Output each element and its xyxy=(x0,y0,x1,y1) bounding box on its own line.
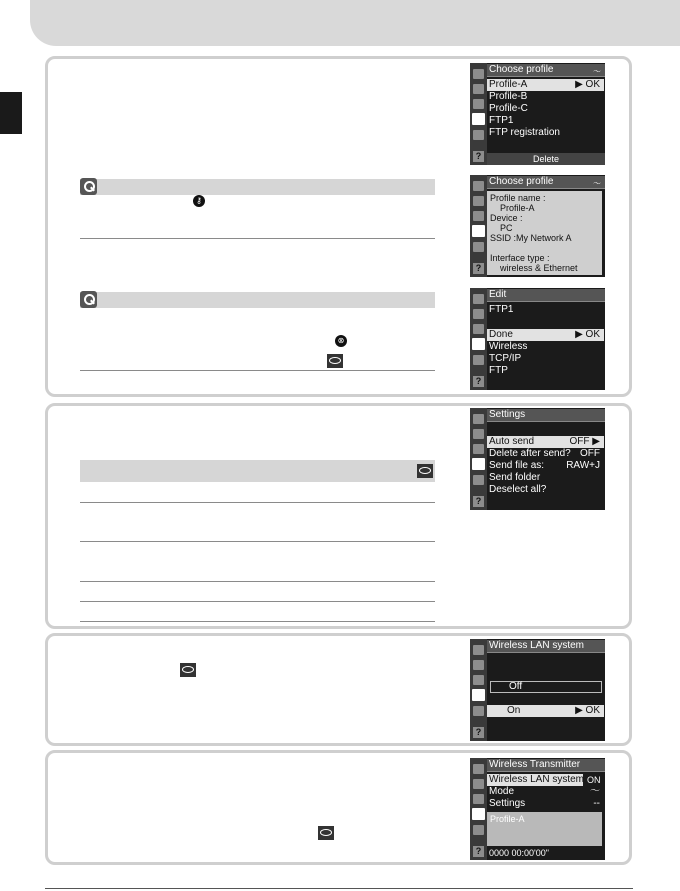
see-page-icon xyxy=(327,354,343,368)
detail-line xyxy=(490,243,599,253)
menu-sidebar xyxy=(470,639,487,741)
screen-title: Wireless Transmitter xyxy=(487,759,605,772)
settings-row[interactable]: Send folder xyxy=(489,472,541,483)
tip-icon xyxy=(80,178,97,195)
playback-menu-icon xyxy=(473,764,484,774)
screen-title: Settings xyxy=(487,409,605,422)
divider xyxy=(80,581,435,582)
screen-wireless-lan xyxy=(470,639,605,741)
header-band xyxy=(30,0,680,46)
screen-transmitter xyxy=(470,758,605,860)
wireless-icon: 〜 xyxy=(590,786,600,797)
wireless-icon: 〜 xyxy=(593,67,601,76)
custom-menu-icon xyxy=(473,444,484,454)
help-icon: ? xyxy=(473,727,484,738)
shooting-menu-icon xyxy=(473,429,484,439)
help-icon: ? xyxy=(473,846,484,857)
playback-menu-icon xyxy=(473,414,484,424)
screen-title: Choose profile 〜 xyxy=(487,64,605,77)
profile-status: Profile-A xyxy=(487,812,602,846)
playback-menu-icon xyxy=(473,294,484,304)
help-icon: ? xyxy=(473,263,484,274)
tip-bar-2 xyxy=(80,292,435,308)
detail-line: Profile-A xyxy=(500,203,535,213)
see-page-icon xyxy=(417,464,433,478)
delete-button-icon: ⊗ xyxy=(335,335,347,347)
settings-row[interactable]: Delete after send? OFF xyxy=(489,448,600,459)
custom-menu-icon xyxy=(473,794,484,804)
profile-row[interactable]: FTP1 xyxy=(489,115,514,126)
see-page-icon xyxy=(180,663,196,677)
recent-menu-icon xyxy=(473,475,484,485)
table-header-bar xyxy=(80,460,435,482)
detail-line: Profile name : xyxy=(490,193,546,203)
detail-line: SSID :My Network A xyxy=(490,233,572,243)
screen-title: Edit xyxy=(487,289,605,302)
help-icon: ? xyxy=(473,151,484,162)
recent-menu-icon xyxy=(473,355,484,365)
screen-title: Choose profile 〜 xyxy=(487,176,605,189)
edit-row[interactable]: TCP/IP xyxy=(489,353,522,364)
profile-details xyxy=(487,191,602,275)
recent-menu-icon xyxy=(473,825,484,835)
detail-line: wireless & Ethernet xyxy=(500,263,578,273)
chapter-tab xyxy=(0,92,22,134)
status-bar: 0000 00:00'00" xyxy=(489,848,549,858)
edit-row[interactable]: Wireless xyxy=(489,341,528,352)
transmitter-value: ON xyxy=(587,775,601,785)
profile-row[interactable]: Profile-A ▶ OK xyxy=(487,79,604,91)
transmitter-row[interactable]: Settings -- xyxy=(489,798,600,809)
setup-menu-icon xyxy=(472,225,485,237)
menu-sidebar xyxy=(470,175,487,277)
menu-sidebar xyxy=(470,408,487,510)
shooting-menu-icon xyxy=(473,84,484,94)
custom-menu-icon xyxy=(473,675,484,685)
key-button-icon: ⚷ xyxy=(193,195,205,207)
option-off[interactable]: Off xyxy=(490,681,602,693)
custom-menu-icon xyxy=(473,324,484,334)
divider xyxy=(80,370,435,371)
detail-line: Device : xyxy=(490,213,523,223)
footer-rule xyxy=(45,888,633,889)
setup-menu-icon xyxy=(472,113,485,125)
profile-row[interactable]: Profile-B xyxy=(489,91,528,102)
playback-menu-icon xyxy=(473,645,484,655)
screen-edit xyxy=(470,288,605,390)
profile-row[interactable]: FTP registration xyxy=(489,127,560,138)
edit-row[interactable]: Done ▶ OK xyxy=(487,329,604,341)
custom-menu-icon xyxy=(473,211,484,221)
shooting-menu-icon xyxy=(473,660,484,670)
menu-sidebar xyxy=(470,758,487,860)
divider xyxy=(80,502,435,503)
delete-hint: Delete xyxy=(487,153,605,165)
divider xyxy=(80,601,435,602)
screen-profile-info xyxy=(470,175,605,277)
edit-row[interactable]: FTP xyxy=(489,365,508,376)
setup-menu-icon xyxy=(472,808,485,820)
transmitter-row[interactable]: Wireless LAN system xyxy=(489,774,585,785)
screen-title: Wireless LAN system xyxy=(487,640,605,653)
detail-line: PC xyxy=(500,223,513,233)
help-icon: ? xyxy=(473,496,484,507)
profile-row[interactable]: Profile-C xyxy=(489,103,528,114)
see-page-icon xyxy=(318,826,334,840)
tip-icon xyxy=(80,291,97,308)
menu-sidebar xyxy=(470,63,487,165)
transmitter-row[interactable]: Mode 〜 xyxy=(489,786,600,797)
playback-menu-icon xyxy=(473,181,484,191)
shooting-menu-icon xyxy=(473,309,484,319)
setup-menu-icon xyxy=(472,689,485,701)
detail-line: Interface type : xyxy=(490,253,550,263)
setup-menu-icon xyxy=(472,338,485,350)
recent-menu-icon xyxy=(473,242,484,252)
divider xyxy=(80,238,435,239)
settings-row[interactable]: Deselect all? xyxy=(489,484,547,495)
recent-menu-icon xyxy=(473,706,484,716)
recent-menu-icon xyxy=(473,130,484,140)
divider xyxy=(80,621,435,622)
settings-row[interactable]: Auto send OFF ▶ xyxy=(487,436,604,448)
menu-sidebar xyxy=(470,288,487,390)
shooting-menu-icon xyxy=(473,779,484,789)
playback-menu-icon xyxy=(473,69,484,79)
screen-choose-profile xyxy=(470,63,605,165)
screen-settings xyxy=(470,408,605,510)
shooting-menu-icon xyxy=(473,196,484,206)
setup-menu-icon xyxy=(472,458,485,470)
help-icon: ? xyxy=(473,376,484,387)
tip-bar-1 xyxy=(80,179,435,195)
settings-row[interactable]: Send file as: RAW+J xyxy=(489,460,600,471)
edit-row: FTP1 xyxy=(489,304,514,315)
divider xyxy=(80,541,435,542)
wireless-icon: 〜 xyxy=(593,179,601,188)
option-on[interactable]: On ▶ OK xyxy=(487,705,604,717)
custom-menu-icon xyxy=(473,99,484,109)
